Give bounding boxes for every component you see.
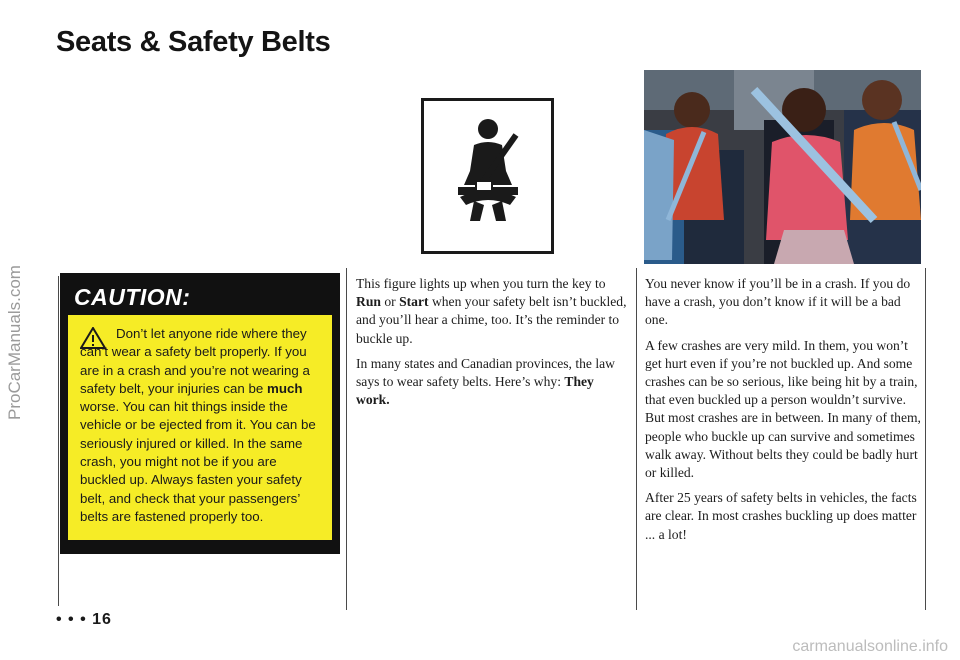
column-divider-far-right (925, 268, 926, 610)
right-paragraph-2: A few crashes are very mild. In them, you won’t get hurt even if you’re not buckled up. And some crashes can be so serious, like being hit by a train, that even buckled up a person wouldn’t survive. But most crashes are in between. In many of them, people who buckle up can survive and sometimes walk away. Without belts they could be badly hurt or killed. (645, 337, 921, 481)
page-number (56, 611, 112, 629)
caution-text-before-bold: Don’t let anyone ride where they can’t wear a safety belt properly. If you are in a crash and you’re not wearing a safety belt, your injuries can be (80, 326, 310, 396)
start-keyword: Start (399, 294, 429, 310)
middle-p1-a: This figure lights up when you turn the key to (356, 276, 606, 291)
page-number-value: 16 (92, 611, 112, 628)
right-paragraph-3: After 25 years of safety belts in vehicles, the facts are clear. In most crashes buckling up does matter ... a lot! (645, 490, 917, 542)
right-column (645, 275, 923, 551)
side-watermark: ProCarManuals.com (5, 265, 24, 420)
middle-p1-b: when your safety belt isn’t buckled, and you’ll hear a chime, too. It’s the reminder to buckle up. (356, 294, 627, 346)
they-work-bold: They work. (356, 374, 594, 408)
column-divider-left (58, 276, 59, 606)
page-number-prefix: • • • (56, 611, 87, 628)
middle-column (356, 275, 630, 416)
seatbelt-reminder-icon (424, 101, 551, 251)
passengers-photo (644, 70, 921, 264)
middle-p1-or: or (384, 294, 396, 310)
caution-text-after-bold: worse. You can hit things inside the vehicle or be ejected from it. You can be seriously injured or killed. In the same crash, you might not be if you are buckled up. Always fasten your safety belt, and check that your passengers’ belts are fastened properly too. (80, 399, 316, 524)
caution-heading: CAUTION: (74, 284, 191, 310)
column-divider-middle (346, 268, 347, 610)
page-title: Seats & Safety Belts (56, 26, 331, 58)
caution-text (80, 325, 322, 526)
caution-text-bold: much (267, 380, 303, 396)
right-paragraph-1: You never know if you’ll be in a crash. If you do have a crash, you don’t know if it will be a bad one. (645, 276, 911, 328)
caution-body (68, 315, 332, 540)
caution-box (60, 273, 340, 554)
seatbelt-reminder-figure (421, 98, 554, 254)
middle-paragraph-2 (356, 355, 630, 410)
column-divider-right (636, 268, 637, 610)
middle-paragraph-1 (356, 275, 630, 348)
run-keyword: Run (356, 294, 381, 310)
bottom-watermark: carmanualsonline.info (792, 638, 948, 655)
middle-p2-a: In many states and Canadian provinces, the law says to wear safety belts. Here’s why: (356, 355, 615, 390)
